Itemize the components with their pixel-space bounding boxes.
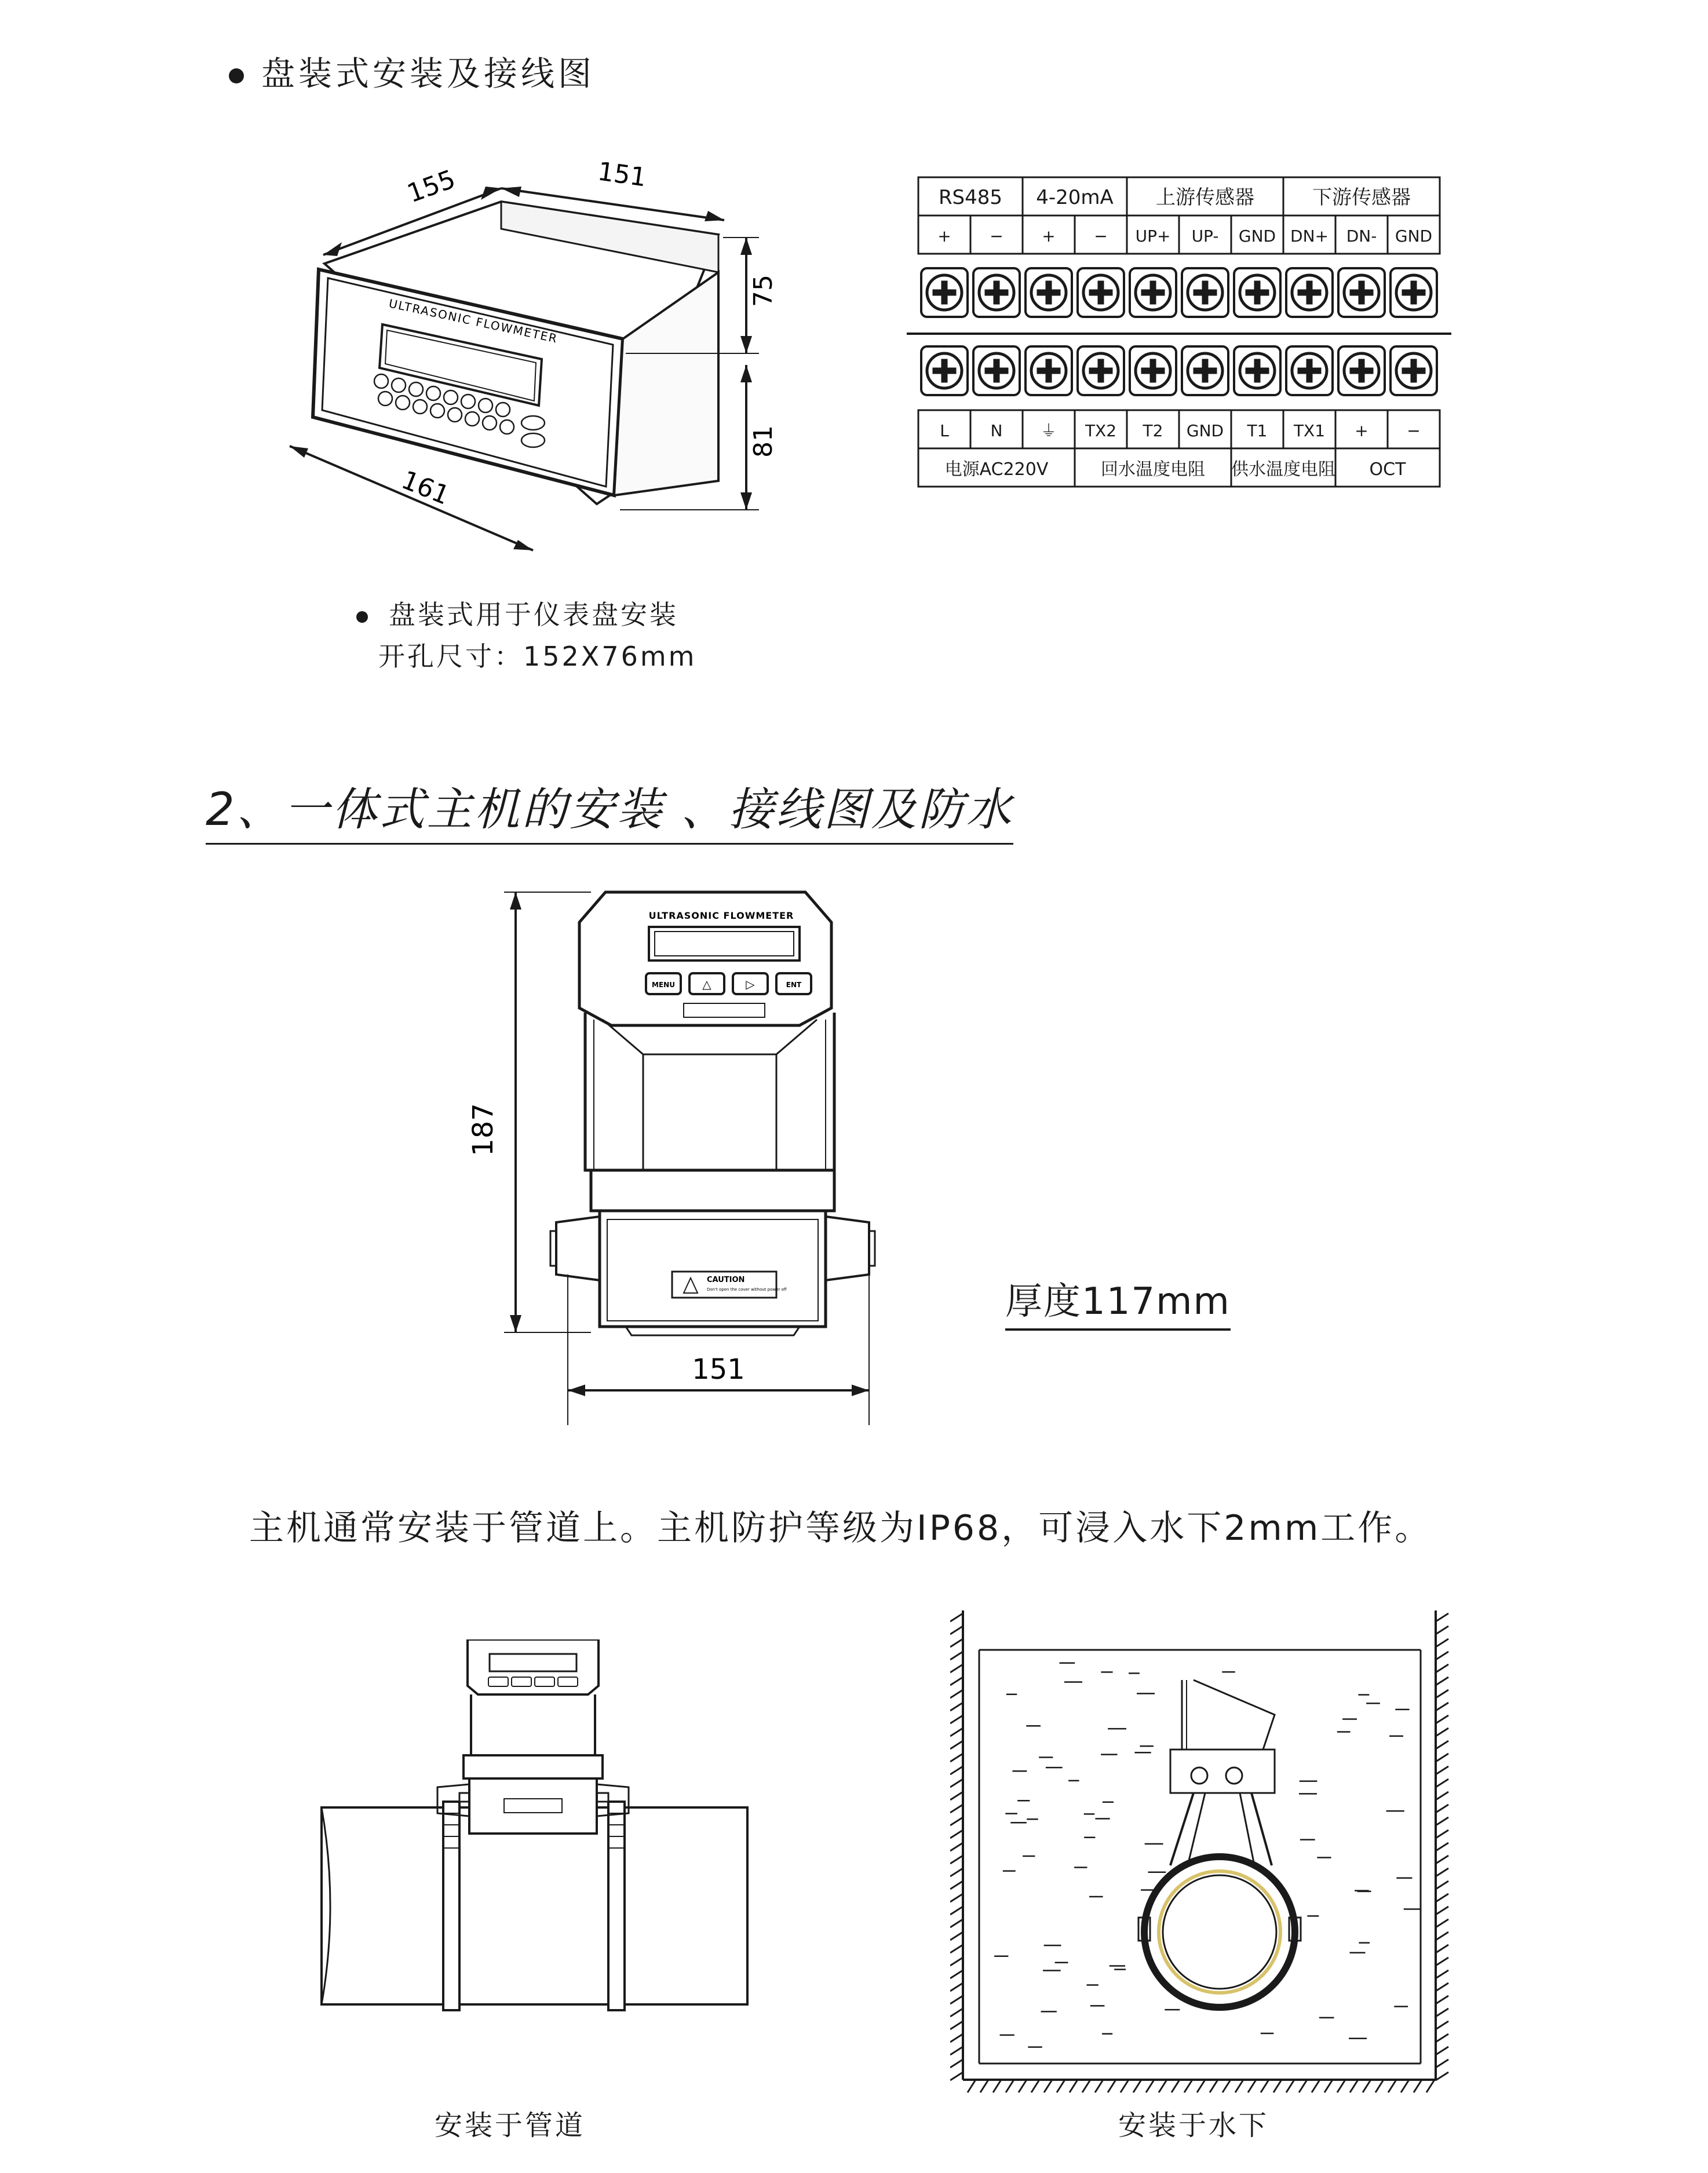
pin-top-5: UP+ — [1135, 227, 1171, 246]
wall-hatch-line — [1436, 1626, 1448, 1634]
wall-hatch-line — [1436, 1690, 1448, 1698]
floor-hatch-line — [980, 2080, 988, 2092]
wall-hatch-line — [950, 1690, 963, 1698]
floor-hatch-line — [1299, 2080, 1307, 2092]
wall-hatch-line — [1436, 1945, 1448, 1953]
panel-note — [356, 594, 696, 677]
pin-top-6: UP- — [1191, 227, 1219, 246]
wall-hatch-line — [1436, 1805, 1448, 1813]
wall-hatch-line — [1436, 1754, 1448, 1762]
wall-hatch-line — [1436, 2072, 1448, 2080]
wall-hatch-line — [950, 1830, 963, 1838]
wall-hatch-line — [1436, 1843, 1448, 1851]
pin-bottom-4: TX2 — [1085, 421, 1117, 440]
panel-note-line1: 盘装式用于仪表盘安装 — [389, 599, 678, 630]
wall-hatch-line — [1436, 1983, 1448, 1991]
wall-hatch-line — [1436, 1652, 1448, 1660]
wall-hatch-line — [1436, 1715, 1448, 1723]
pin-top-4: − — [1094, 227, 1108, 246]
pin-bottom-7: T1 — [1247, 421, 1268, 440]
floor-hatch-line — [1414, 2080, 1422, 2092]
right-key-icon: ▷ — [746, 977, 755, 991]
floor-hatch-line — [1375, 2080, 1384, 2092]
wall-hatch-line — [1436, 2021, 1448, 2029]
wall-hatch-line — [950, 1957, 963, 1966]
wall-hatch-line — [950, 1626, 963, 1634]
floor-hatch-line — [1184, 2080, 1192, 2092]
wall-hatch-line — [950, 2059, 963, 2068]
wall-hatch-line — [1436, 1779, 1448, 1787]
integrated-device-label: ULTRASONIC FLOWMETER — [648, 910, 794, 921]
floor-hatch-line — [1426, 2080, 1435, 2092]
pin-bottom-9: + — [1355, 421, 1368, 440]
underwater-drawing — [950, 1605, 1472, 2103]
wall-hatch-line — [950, 1715, 963, 1723]
wall-hatch-line — [1436, 1703, 1448, 1711]
floor-hatch-line — [1121, 2080, 1129, 2092]
pin-top-3: + — [1042, 227, 1056, 246]
floor-hatch-line — [1273, 2080, 1282, 2092]
floor-hatch-line — [1019, 2080, 1027, 2092]
pin-top-1: + — [937, 227, 951, 246]
wall-hatch-line — [950, 1639, 963, 1647]
floor-hatch-line — [1171, 2080, 1180, 2092]
pin-bottom-1: L — [940, 421, 949, 440]
section1-title-text: 盘装式安装及接线图 — [261, 54, 596, 93]
wall-hatch-line — [950, 1766, 963, 1774]
wall-hatch-line — [1436, 2047, 1448, 2055]
wall-hatch-line — [1436, 1830, 1448, 1838]
group-oct: OCT — [1369, 459, 1406, 480]
group-supply-temp: 供水温度电阻 — [1231, 459, 1335, 480]
wall-hatch-line — [950, 1817, 963, 1825]
panel-mount-drawing — [272, 133, 794, 574]
wall-hatch-line — [1436, 1932, 1448, 1940]
group-upstream: 上游传感器 — [1156, 186, 1254, 209]
floor-hatch-line — [1222, 2080, 1231, 2092]
pin-top-9: DN- — [1346, 227, 1377, 246]
floor-hatch-line — [1146, 2080, 1154, 2092]
panel-note-line2: 开孔尺寸：152X76mm — [378, 641, 697, 672]
panel-device-label: ULTRASONIC FLOWMETER — [387, 296, 560, 346]
floor-hatch-line — [1159, 2080, 1167, 2092]
wall-hatch-line — [950, 1728, 963, 1736]
wall-hatch-line — [950, 1792, 963, 1800]
wall-hatch-line — [950, 1919, 963, 1927]
floor-hatch-line — [993, 2080, 1001, 2092]
pin-top-7: GND — [1238, 227, 1276, 246]
floor-hatch-line — [1070, 2080, 1078, 2092]
floor-hatch-line — [1082, 2080, 1090, 2092]
wall-hatch-line — [950, 1754, 963, 1762]
wall-hatch-line — [1436, 1664, 1448, 1672]
wall-hatch-line — [950, 1741, 963, 1749]
pin-bottom-10: − — [1407, 421, 1421, 440]
wall-hatch-line — [1436, 1970, 1448, 1978]
wall-hatch-line — [950, 1843, 963, 1851]
pin-top-2: − — [990, 227, 1003, 246]
thickness-label: 厚度117mm — [1005, 1272, 1231, 1331]
floor-hatch-line — [1235, 2080, 1243, 2092]
floor-hatch-line — [1095, 2080, 1103, 2092]
floor-hatch-line — [1031, 2080, 1039, 2092]
ground-icon: ⏚ — [1040, 421, 1057, 440]
bullet-icon — [229, 68, 244, 83]
wall-hatch-line — [1436, 2008, 1448, 2017]
wall-hatch-line — [950, 1894, 963, 1902]
wall-hatch-line — [1436, 1817, 1448, 1825]
floor-hatch-line — [1363, 2080, 1371, 2092]
dim-155: 155 — [403, 164, 459, 209]
wall-hatch-line — [1436, 2034, 1448, 2042]
dim-81: 81 — [749, 425, 778, 458]
wall-hatch-line — [950, 2047, 963, 2055]
group-rs485: RS485 — [938, 186, 1003, 209]
group-power: 电源AC220V — [944, 459, 1049, 480]
group-downstream: 下游传感器 — [1312, 186, 1411, 209]
wall-hatch-line — [950, 1996, 963, 2004]
pin-bottom-2: N — [990, 421, 1003, 440]
floor-hatch-line — [1261, 2080, 1269, 2092]
floor-hatch-line — [1006, 2080, 1014, 2092]
wall-hatch-line — [950, 2072, 963, 2080]
pin-top-8: DN+ — [1290, 227, 1329, 246]
wall-hatch-line — [1436, 1996, 1448, 2004]
terminal-wiring-diagram — [907, 174, 1451, 498]
caption-underwater: 安装于水下 — [1118, 2109, 1269, 2142]
wall-hatch-line — [950, 1652, 963, 1660]
wall-hatch-line — [950, 1664, 963, 1672]
group-4-20ma: 4-20mA — [1036, 186, 1114, 209]
section1-title — [229, 46, 595, 95]
wall-hatch-line — [950, 1613, 963, 1621]
floor-hatch-line — [1044, 2080, 1052, 2092]
pin-bottom-6: GND — [1186, 421, 1224, 440]
wall-hatch-line — [950, 2021, 963, 2029]
ent-key: ENT — [786, 981, 802, 989]
wall-hatch-line — [1436, 1792, 1448, 1800]
floor-hatch-line — [1108, 2080, 1116, 2092]
dim-75: 75 — [749, 275, 778, 307]
floor-hatch-line — [1401, 2080, 1409, 2092]
dim-187: 187 — [467, 1103, 499, 1156]
wall-hatch-line — [950, 1945, 963, 1953]
dim-161: 161 — [397, 465, 454, 511]
up-key-icon: △ — [702, 977, 711, 991]
wall-hatch-line — [1436, 1728, 1448, 1736]
menu-key: MENU — [652, 981, 675, 989]
floor-hatch-line — [1197, 2080, 1205, 2092]
wall-hatch-line — [950, 2008, 963, 2017]
dim-151-bottom: 151 — [692, 1353, 745, 1386]
wall-hatch-line — [950, 1805, 963, 1813]
wall-hatch-line — [950, 1779, 963, 1787]
wall-hatch-line — [1436, 1919, 1448, 1927]
wall-hatch-line — [1436, 1856, 1448, 1864]
pipe-mount-drawing — [316, 1639, 762, 2068]
floor-hatch-line — [1286, 2080, 1294, 2092]
pin-bottom-8: TX1 — [1293, 421, 1326, 440]
pin-bottom-5: T2 — [1143, 421, 1163, 440]
dim-151-top: 151 — [596, 156, 648, 193]
wall-hatch-line — [1436, 1677, 1448, 1685]
caution-note: Don't open the cover without power off — [707, 1287, 787, 1292]
floor-hatch-line — [1324, 2080, 1333, 2092]
wall-hatch-line — [1436, 1868, 1448, 1876]
wall-hatch-line — [950, 1970, 963, 1978]
integrated-device-drawing — [452, 881, 973, 1425]
floor-hatch-line — [968, 2080, 976, 2092]
install-description: 主机通常安装于管道上。主机防护等级为IP68，可浸入水下2mm工作。 — [249, 1508, 1432, 1549]
wall-hatch-line — [950, 1932, 963, 1940]
floor-hatch-line — [1350, 2080, 1358, 2092]
wall-hatch-line — [1436, 1741, 1448, 1749]
caution-title: CAUTION — [707, 1276, 745, 1284]
group-return-temp: 回水温度电阻 — [1101, 459, 1205, 480]
wall-hatch-line — [1436, 1613, 1448, 1621]
wall-hatch-line — [1436, 1766, 1448, 1774]
wall-hatch-line — [950, 1856, 963, 1864]
wall-hatch-line — [1436, 1894, 1448, 1902]
floor-hatch-line — [1337, 2080, 1345, 2092]
wall-hatch-line — [950, 1983, 963, 1991]
wall-hatch-line — [1436, 1881, 1448, 1889]
caption-pipe: 安装于管道 — [435, 2109, 586, 2142]
wall-hatch-line — [950, 1677, 963, 1685]
floor-hatch-line — [1388, 2080, 1396, 2092]
wall-hatch-line — [1436, 1639, 1448, 1647]
wall-hatch-line — [1436, 1907, 1448, 1915]
wall-hatch-line — [950, 1868, 963, 1876]
bullet-icon — [356, 611, 368, 623]
floor-hatch-line — [1057, 2080, 1065, 2092]
floor-hatch-line — [1210, 2080, 1218, 2092]
wall-hatch-line — [950, 1907, 963, 1915]
floor-hatch-line — [1248, 2080, 1256, 2092]
pin-top-10: GND — [1395, 227, 1433, 246]
wall-hatch-line — [1436, 1957, 1448, 1966]
floor-hatch-line — [1133, 2080, 1141, 2092]
wall-hatch-line — [950, 1703, 963, 1711]
wall-hatch-line — [1436, 2059, 1448, 2068]
section2-title: 2、一体式主机的安装 、接线图及防水 — [206, 773, 1013, 845]
wall-hatch-line — [950, 1881, 963, 1889]
wall-hatch-line — [950, 2034, 963, 2042]
floor-hatch-line — [1312, 2080, 1320, 2092]
